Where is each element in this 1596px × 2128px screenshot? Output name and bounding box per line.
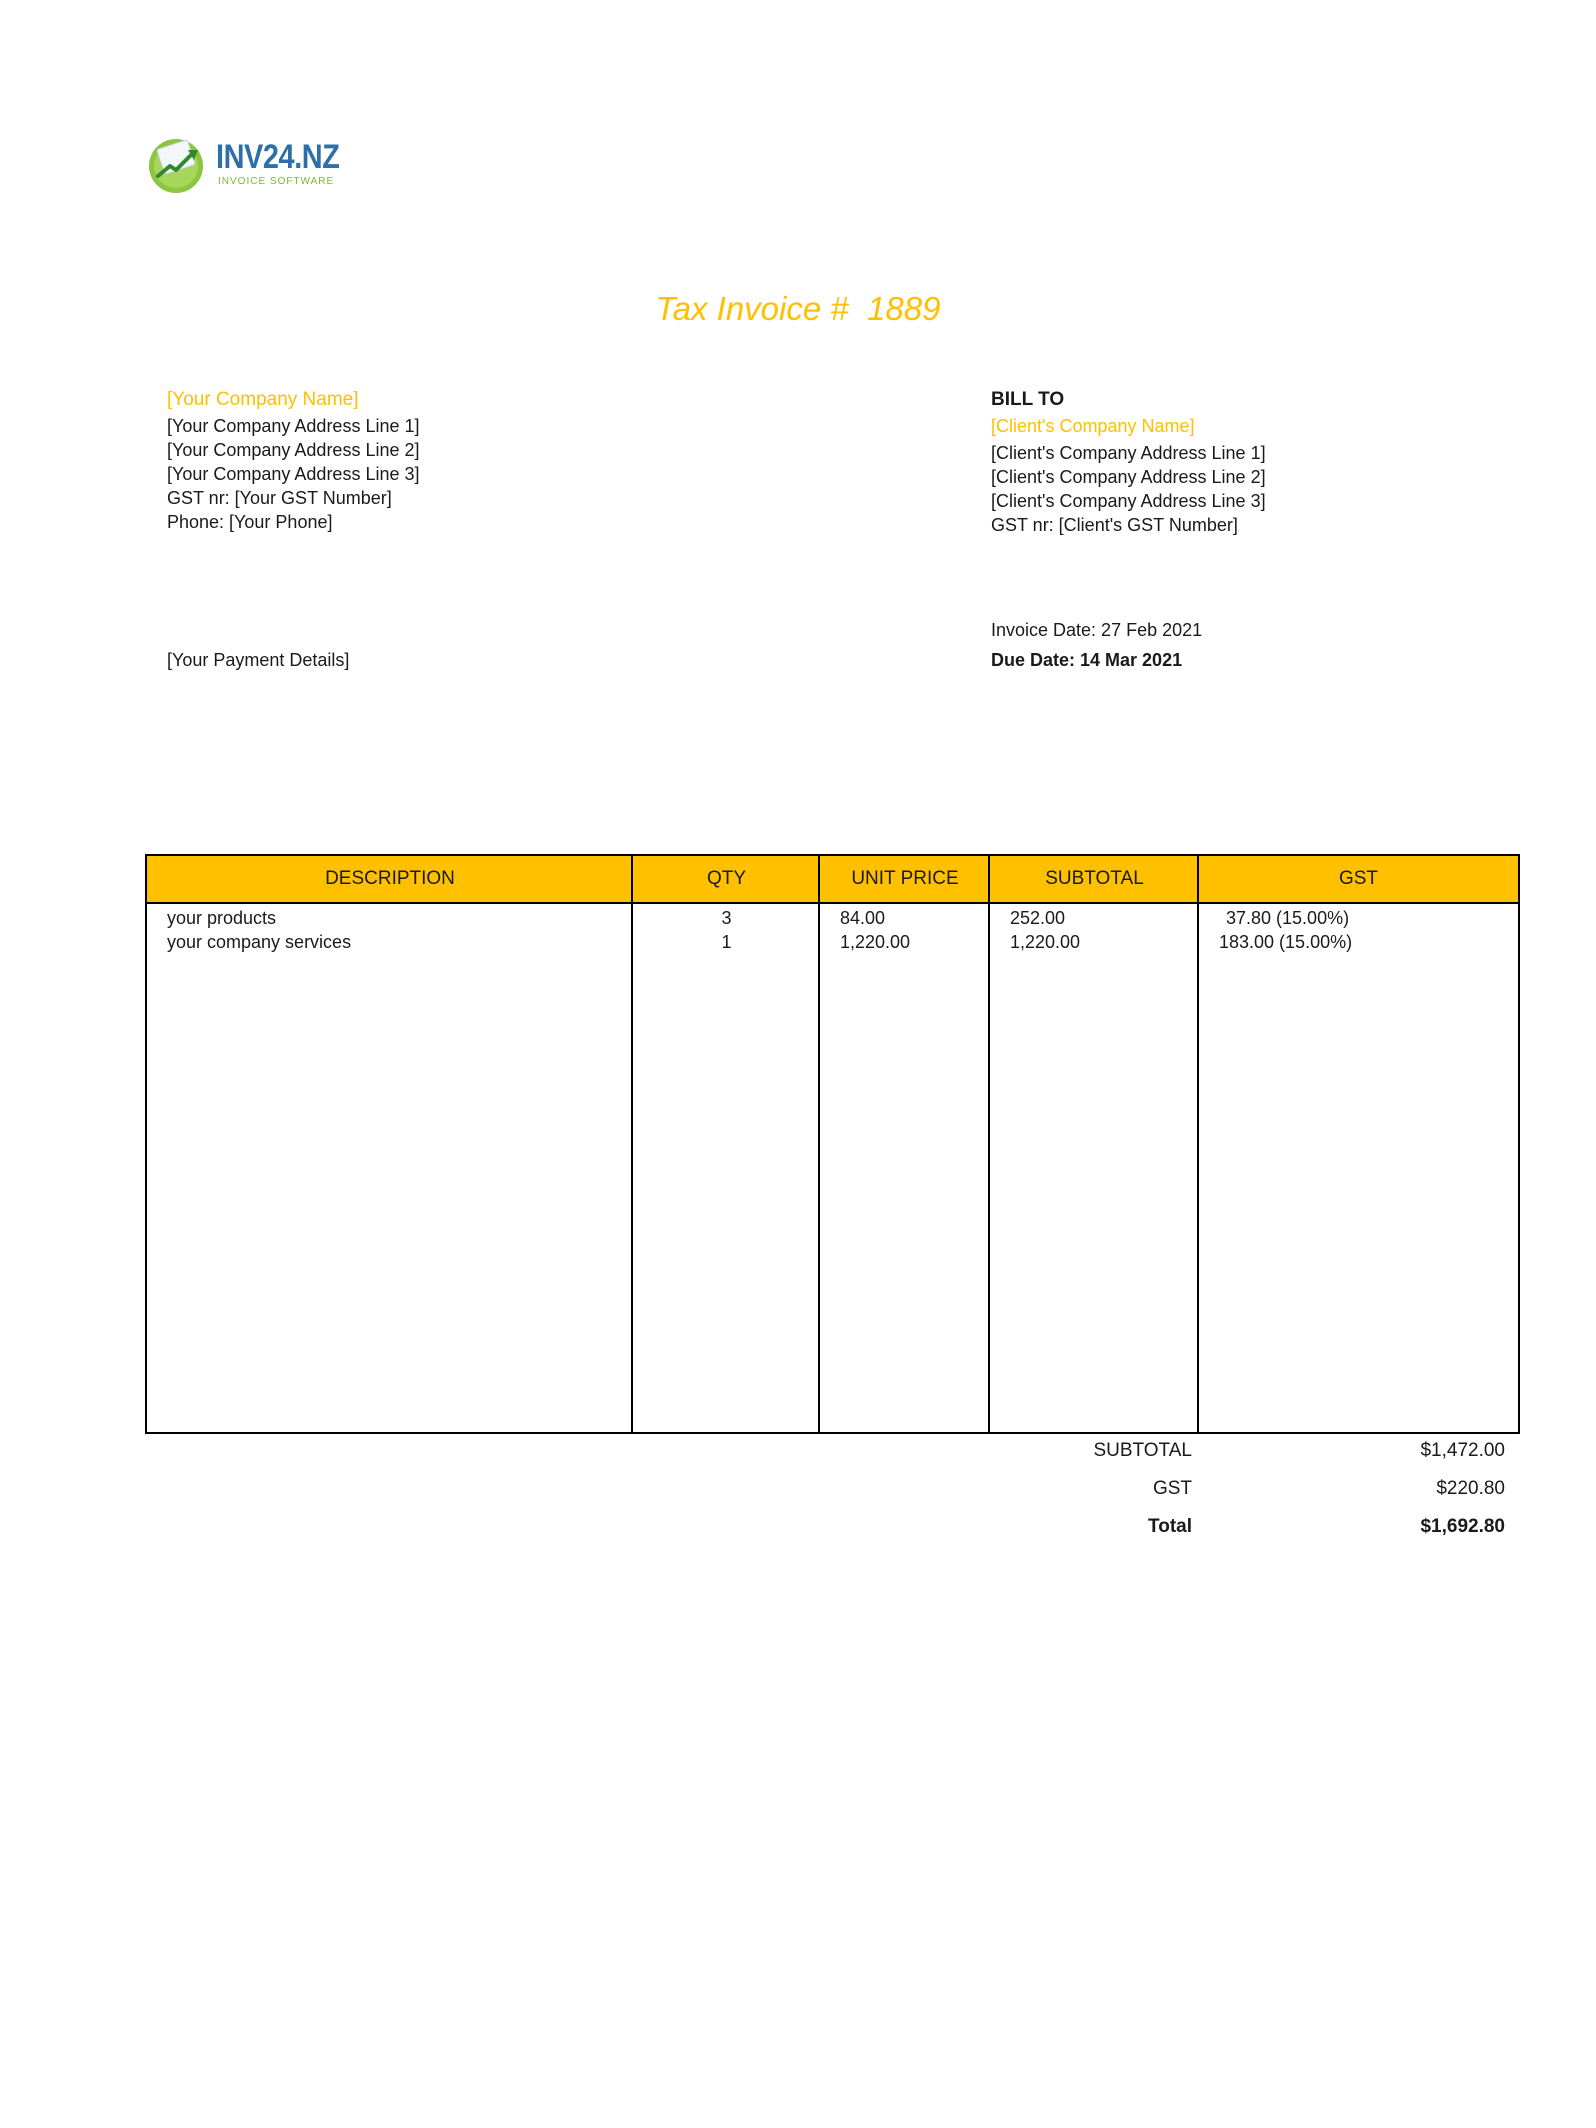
row-unit-price: 1,220.00 <box>840 932 911 952</box>
header-description: DESCRIPTION <box>325 868 455 889</box>
row-qty: 1 <box>721 932 732 952</box>
row-description: your products <box>167 908 277 928</box>
client-address-line-2: [Client's Company Address Line 2] <box>991 467 1266 487</box>
invoice-date: Invoice Date: 27 Feb 2021 <box>991 620 1203 640</box>
total-label: Total <box>1148 1516 1192 1537</box>
header-subtotal: SUBTOTAL <box>1045 868 1144 889</box>
logo-tagline: INVOICE SOFTWARE <box>218 176 335 187</box>
bill-to-heading: BILL TO <box>991 389 1065 410</box>
logo-wordmark: INV24.NZ <box>216 138 340 176</box>
column-divider <box>1197 856 1199 1432</box>
row-description: your company services <box>167 932 352 952</box>
row-unit-price: 84.00 <box>840 908 886 928</box>
bill-to-block <box>991 388 1266 537</box>
table-header-row <box>147 856 1518 904</box>
client-gst-number: GST nr: [Client's GST Number] <box>991 515 1238 535</box>
sender-phone: Phone: [Your Phone] <box>167 512 333 532</box>
gst-label: GST <box>1152 1478 1192 1499</box>
total-value: $1,692.80 <box>1420 1516 1505 1537</box>
client-company-name: [Client's Company Name] <box>991 416 1195 436</box>
due-date: Due Date: 14 Mar 2021 <box>991 650 1183 670</box>
header-qty: QTY <box>706 868 747 889</box>
row-gst: 37.80 (15.00%) <box>1226 908 1350 928</box>
subtotal-value: $1,472.00 <box>1420 1440 1505 1461</box>
sender-address-line-2: [Your Company Address Line 2] <box>167 440 420 460</box>
subtotal-label: SUBTOTAL <box>1093 1440 1192 1461</box>
sender-address-line-1: [Your Company Address Line 1] <box>167 416 420 436</box>
line-items-table <box>145 854 1520 1434</box>
invoice-title: Tax Invoice # 1889 <box>655 290 941 327</box>
client-address-line-3: [Client's Company Address Line 3] <box>991 491 1266 511</box>
gst-value: $220.80 <box>1436 1478 1505 1499</box>
payment-details: [Your Payment Details] <box>167 650 350 670</box>
company-logo <box>146 134 346 198</box>
header-gst: GST <box>1338 868 1379 889</box>
sender-block <box>167 388 420 534</box>
sender-address-line-3: [Your Company Address Line 3] <box>167 464 420 484</box>
row-subtotal: 252.00 <box>1010 908 1066 928</box>
client-address-line-1: [Client's Company Address Line 1] <box>991 443 1266 463</box>
sender-gst-number: GST nr: [Your GST Number] <box>167 488 392 508</box>
row-gst: 183.00 (15.00%) <box>1219 932 1353 952</box>
header-unit-price: UNIT PRICE <box>851 868 959 889</box>
sender-company-name: [Your Company Name] <box>167 389 359 410</box>
column-divider <box>988 856 990 1432</box>
row-subtotal: 1,220.00 <box>1010 932 1081 952</box>
row-qty: 3 <box>721 908 732 928</box>
logo-badge-icon <box>146 136 208 194</box>
